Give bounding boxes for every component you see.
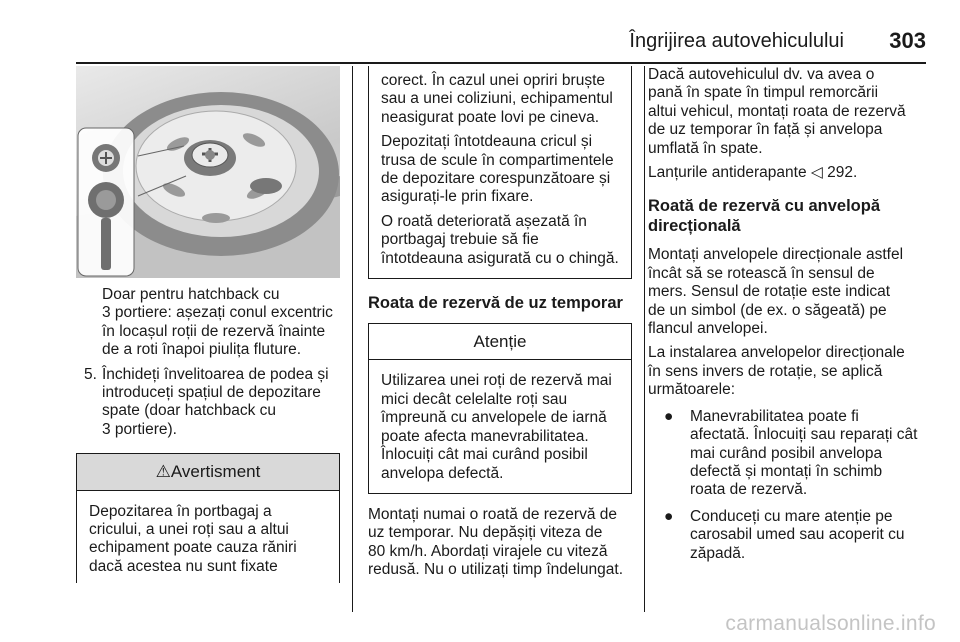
column-divider-1 — [352, 66, 353, 612]
text-line: umflată în spate. — [648, 139, 763, 157]
text-line: Înlocuiți cât mai curând posibil — [381, 446, 588, 464]
watermark: carmanualsonline.info — [725, 612, 936, 635]
title-line: Roată de rezervă cu anvelopă — [648, 197, 881, 216]
warning-title: Avertisment — [170, 462, 261, 482]
text-line: spate (doar hatchback cu — [102, 402, 277, 420]
directional-paragraph — [648, 246, 928, 338]
page-header — [76, 22, 926, 62]
text-line: pană în spate în timpul remorcării — [648, 84, 879, 102]
text-line: O roată deteriorată așezată în — [381, 212, 587, 230]
text-line: dacă acestea nu sunt fixate — [89, 557, 278, 575]
step-5 — [76, 366, 340, 440]
text-line: mai curând posibil anvelopa — [690, 444, 883, 462]
text-line: Închideți învelitoarea de podea și — [102, 365, 329, 383]
continuation-paragraph — [76, 286, 340, 360]
text-line: Utilizarea unei roți de rezervă mai — [381, 372, 612, 390]
header-rule — [76, 62, 926, 64]
spare-wheel-illustration — [76, 66, 340, 278]
warning-paragraph — [381, 213, 619, 268]
text-line: 3 portiere: așezați conul excentric — [102, 304, 333, 322]
text-line: defectă și montați în schimb — [690, 462, 883, 480]
text-line: redusă. Nu o utilizați timp îndelungat. — [368, 561, 624, 579]
text-line: Conduceți cu mare atenție pe — [690, 507, 893, 525]
column-3 — [648, 66, 928, 563]
text-line: în locașul roții de rezervă înainte — [102, 322, 326, 340]
text-line: împreună cu anvelopele de iarnă — [381, 409, 607, 427]
text-line: mers. Sensul de rotație este indicat — [648, 283, 891, 301]
column-divider-2 — [644, 66, 645, 612]
text-line: de uz temporar în față și anvelopa — [648, 121, 883, 139]
text-line: neasigurat poate lovi pe cineva. — [381, 108, 600, 126]
bullet-dot: ● — [664, 407, 674, 425]
text-line: 80 km/h. Abordați virajele cu viteză — [368, 542, 608, 560]
text-line: roata de rezervă. — [690, 481, 808, 499]
text-line: altui vehicul, montați roata de rezervă — [648, 102, 906, 120]
text-line: uz temporar. Nu depășiți viteza de — [368, 524, 603, 542]
header-title: Îngrijirea autovehiculului — [629, 30, 844, 52]
bullet-dot: ● — [664, 507, 674, 525]
warning-box — [76, 453, 340, 583]
text-line: Depozitați întotdeauna cricul și — [381, 133, 593, 151]
reverse-direction-paragraph — [648, 344, 928, 399]
text-line: asigurați-le prin fixare. — [381, 188, 534, 206]
text-line: următoarele: — [648, 381, 736, 399]
text-line: Depozitarea în portbagaj a — [89, 502, 272, 520]
warning-paragraph — [381, 72, 619, 127]
text-line: corect. În cazul unei opriri bruște — [381, 72, 605, 89]
bullet-item — [648, 508, 928, 563]
column-2 — [368, 66, 632, 580]
text-line: întotdeauna asigurată cu o chingă. — [381, 249, 619, 267]
text-line: La instalarea anvelopelor direcționale — [648, 344, 905, 362]
spare-wheel-drawing — [76, 66, 340, 278]
text-line: introduceți spațiul de depozitare — [102, 384, 321, 402]
warning-paragraph — [381, 133, 619, 207]
warning-continuation-box — [368, 66, 632, 279]
towing-paragraph — [648, 66, 928, 158]
text-line: poate afecta manevrabilitatea. — [381, 427, 589, 445]
text-line: carosabil umed sau acoperit cu — [690, 526, 905, 544]
text-line: în sens invers de rotație, se aplică — [648, 362, 883, 380]
attention-box — [368, 323, 632, 494]
text-line: mici decât celelalte roți sau — [381, 390, 568, 408]
temporary-spare-paragraph — [368, 506, 632, 580]
text-line: sau a unei coliziuni, echipamentul — [381, 90, 613, 108]
text-line: afectată. Înlocuiți sau reparați cât — [690, 426, 918, 444]
step-number: 5. — [84, 365, 97, 383]
text-line: Montați numai o roată de rezervă de — [368, 505, 617, 523]
text-line: Montați anvelopele direcționale astfel — [648, 246, 904, 264]
text-line: Dacă autovehiculul dv. va avea o — [648, 66, 875, 83]
warning-header — [77, 454, 339, 490]
text-line: de depozitare corespunzătoare și — [381, 170, 611, 188]
text-line: flancul anvelopei. — [648, 320, 768, 338]
text-line: cricului, a unei roți sau a altui — [89, 521, 289, 539]
column-1 — [76, 66, 340, 583]
warning-body — [77, 491, 339, 587]
text-line: încât să se rotească în sensul de — [648, 264, 875, 282]
attention-header: Atenție — [369, 324, 631, 360]
title-line: direcțională — [648, 217, 741, 236]
page-number: 303 — [889, 28, 926, 53]
text-line: anvelopa defectă. — [381, 464, 504, 482]
attention-body — [369, 360, 631, 492]
bullet-item — [648, 408, 928, 500]
section-title-directional-spare — [648, 196, 928, 236]
warning-icon: ⚠ — [155, 462, 171, 482]
text-line: Doar pentru hatchback cu — [102, 286, 280, 303]
text-line: portbagaj trebuie să fie — [381, 231, 539, 249]
text-line: de a roti înapoi piulița fluture. — [102, 341, 302, 359]
section-title-temporary-spare: Roata de rezervă de uz temporar — [368, 294, 623, 313]
text-line: 3 portiere). — [102, 420, 177, 438]
text-line: echipament poate cauza răniri — [89, 539, 297, 557]
text-line: de un simbol (de ex. o săgeată) pe — [648, 301, 887, 319]
snow-chains-link[interactable]: Lanțurile antiderapante ◁ 292. — [648, 164, 858, 182]
text-line: trusa de scule în compartimentele — [381, 151, 614, 169]
text-line: zăpadă. — [690, 544, 746, 562]
text-line: Manevrabilitatea poate fi — [690, 407, 859, 425]
